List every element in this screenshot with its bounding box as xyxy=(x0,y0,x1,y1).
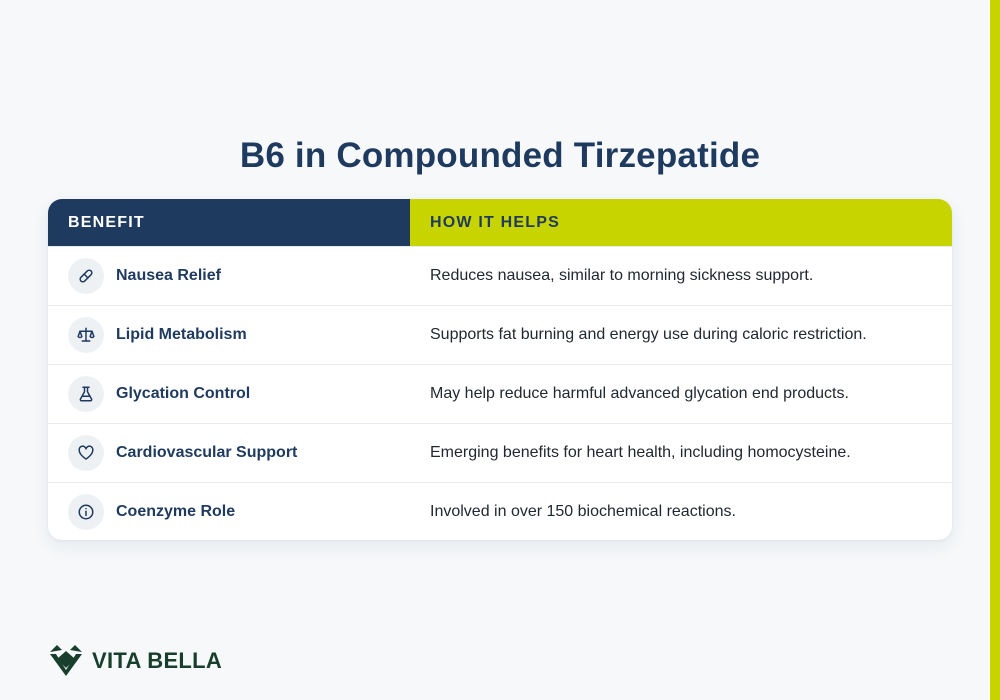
pill-icon xyxy=(68,258,104,294)
flask-icon xyxy=(68,376,104,412)
table-row xyxy=(48,482,952,540)
how-it-helps-cell: Emerging benefits for heart health, including homocysteine. xyxy=(430,444,851,461)
table-row xyxy=(48,423,952,482)
table-header xyxy=(48,199,952,246)
benefits-table xyxy=(48,199,952,540)
benefit-cell xyxy=(48,376,410,412)
how-it-helps-cell: Supports fat burning and energy use during caloric restriction. xyxy=(430,326,867,343)
vita-bella-logo xyxy=(48,645,222,677)
logo-text: VITA BELLA xyxy=(92,648,223,673)
benefit-cell xyxy=(48,258,410,294)
info-icon xyxy=(68,494,104,530)
how-it-helps-cell: May help reduce harmful advanced glycation end products. xyxy=(430,385,849,402)
header-how-it-helps: HOW IT HELPS xyxy=(410,199,952,246)
benefit-label: Cardiovascular Support xyxy=(116,444,298,461)
benefit-label: Lipid Metabolism xyxy=(116,326,247,343)
diamond-heart-logo-icon xyxy=(48,645,84,677)
how-it-helps-cell: Involved in over 150 biochemical reactions. xyxy=(430,503,736,520)
table-row xyxy=(48,305,952,364)
heart-icon xyxy=(68,435,104,471)
benefit-cell xyxy=(48,435,410,471)
benefit-cell xyxy=(48,494,410,530)
benefit-cell xyxy=(48,317,410,353)
page-title: B6 in Compounded Tirzepatide xyxy=(239,136,761,175)
table-row xyxy=(48,364,952,423)
table-row xyxy=(48,246,952,305)
how-it-helps-cell: Reduces nausea, similar to morning sickness support. xyxy=(430,267,814,284)
header-benefit: BENEFIT xyxy=(48,199,410,246)
accent-stripe xyxy=(990,0,1000,700)
benefit-label: Coenzyme Role xyxy=(116,503,236,520)
benefit-label: Nausea Relief xyxy=(116,267,221,284)
benefit-label: Glycation Control xyxy=(116,385,251,402)
scale-icon xyxy=(68,317,104,353)
